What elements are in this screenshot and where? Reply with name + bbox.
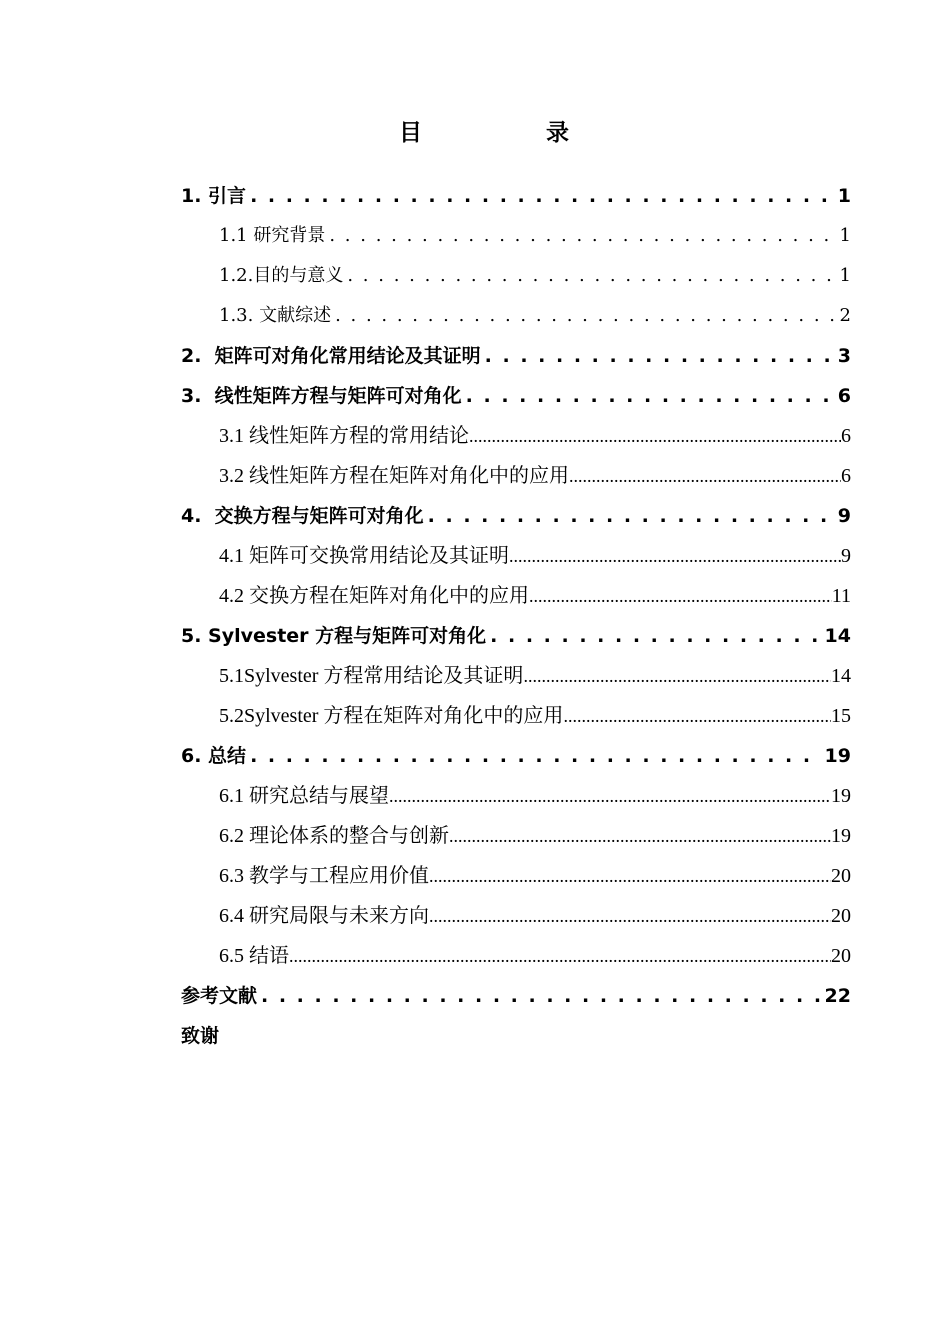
toc-entry-6-4[interactable] xyxy=(181,896,851,936)
toc-page-number: 19 xyxy=(824,745,851,767)
toc-page-number: 1 xyxy=(839,265,851,286)
toc-entry-label: 5.2Sylvester 方程在矩阵对角化中的应用 xyxy=(219,705,564,727)
toc-page-number: 1 xyxy=(839,225,851,246)
toc-entry-label: 1.1 研究背景 xyxy=(219,225,326,246)
toc-entry-label: 6.1 研究总结与展望 xyxy=(219,785,389,807)
toc-dot-leader xyxy=(261,976,821,1016)
toc-dot-leader xyxy=(449,816,831,856)
toc-entry-1-1[interactable] xyxy=(181,216,851,256)
toc-entry-5-1[interactable] xyxy=(181,656,851,696)
toc-entry-3-2[interactable] xyxy=(181,456,851,496)
toc-entry-4-1[interactable] xyxy=(181,536,851,576)
toc-entry-label: 6. 总结 xyxy=(181,745,247,767)
toc-page-number: 20 xyxy=(831,905,851,927)
toc-dot-leader xyxy=(429,896,831,936)
toc-dot-leader xyxy=(329,216,835,256)
toc-entry-label: 参考文献 xyxy=(181,985,258,1007)
toc-page-number: 11 xyxy=(831,585,851,607)
toc-page-number: 22 xyxy=(824,985,851,1007)
toc-dot-leader xyxy=(529,576,832,616)
toc-entry-label: 3.2 线性矩阵方程在矩阵对角化中的应用 xyxy=(219,465,569,487)
toc-dot-leader xyxy=(389,776,831,816)
toc-dot-leader xyxy=(469,416,841,456)
toc-entry-label: 5. Sylvester 方程与矩阵可对角化 xyxy=(181,625,487,647)
toc-entry-label: 致谢 xyxy=(181,1025,220,1047)
toc-dot-leader xyxy=(490,616,820,656)
toc-page-number: 14 xyxy=(824,625,851,647)
toc-dot-leader xyxy=(563,696,831,736)
toc-entry-6-5[interactable] xyxy=(181,936,851,976)
toc-dot-leader xyxy=(466,376,834,416)
toc-dot-leader xyxy=(250,176,834,216)
toc-entry-label: 4.1 矩阵可交换常用结论及其证明 xyxy=(219,545,509,567)
toc-entry-1-3[interactable] xyxy=(181,296,851,336)
toc-entry-3-1[interactable] xyxy=(181,416,851,456)
toc-dot-leader xyxy=(428,496,834,536)
toc-entry-label: 5.1Sylvester 方程常用结论及其证明 xyxy=(219,665,524,687)
toc-entry-label: 6.2 理论体系的整合与创新 xyxy=(219,825,449,847)
toc-page-number: 15 xyxy=(831,705,851,727)
toc-entry-6-2[interactable] xyxy=(181,816,851,856)
toc-dot-leader xyxy=(335,296,835,336)
toc-page-number: 2 xyxy=(839,305,851,326)
toc-page-number: 6 xyxy=(841,425,851,447)
toc-entry-label: 6.4 研究局限与未来方向 xyxy=(219,905,429,927)
toc-entry-label: 1.3. 文献综述 xyxy=(219,305,332,326)
toc-page-number: 20 xyxy=(831,945,851,967)
toc-dot-leader xyxy=(485,336,834,376)
toc-entry-label: 1.2.目的与意义 xyxy=(219,265,344,286)
toc-entry-1[interactable] xyxy=(181,176,851,216)
toc-list xyxy=(181,176,851,1056)
toc-entry-label: 6.3 教学与工程应用价值 xyxy=(219,865,429,887)
toc-entry-4-2[interactable] xyxy=(181,576,851,616)
toc-page-number: 6 xyxy=(837,385,851,407)
toc-entry-acknowledgements[interactable] xyxy=(181,1016,851,1056)
toc-dot-leader xyxy=(569,456,841,496)
toc-entry-4[interactable] xyxy=(181,496,851,536)
toc-dot-leader xyxy=(509,536,841,576)
toc-entry-label: 3.1 线性矩阵方程的常用结论 xyxy=(219,425,469,447)
toc-entry-label: 3. 线性矩阵方程与矩阵可对角化 xyxy=(181,385,462,407)
toc-entry-6-1[interactable] xyxy=(181,776,851,816)
toc-dot-leader xyxy=(429,856,831,896)
toc-entry-1-2[interactable] xyxy=(181,256,851,296)
toc-entry-label: 1. 引言 xyxy=(181,185,247,207)
toc-entry-label: 4.2 交换方程在矩阵对角化中的应用 xyxy=(219,585,529,607)
toc-page-number: 9 xyxy=(841,545,851,567)
toc-page-number: 3 xyxy=(837,345,851,367)
toc-dot-leader xyxy=(523,656,831,696)
toc-dot-leader xyxy=(289,936,831,976)
toc-entry-label: 2. 矩阵可对角化常用结论及其证明 xyxy=(181,345,481,367)
toc-entry-3[interactable] xyxy=(181,376,851,416)
toc-page-number: 20 xyxy=(831,865,851,887)
toc-entry-references[interactable] xyxy=(181,976,851,1016)
toc-entry-2[interactable] xyxy=(181,336,851,376)
toc-page-number: 1 xyxy=(837,185,851,207)
toc-page-number: 6 xyxy=(841,465,851,487)
toc-entry-label: 4. 交换方程与矩阵可对角化 xyxy=(181,505,424,527)
toc-title: 目 录 xyxy=(398,120,627,146)
toc-page-number: 14 xyxy=(831,665,851,687)
toc-entry-6[interactable] xyxy=(181,736,851,776)
toc-page-number: 9 xyxy=(837,505,851,527)
toc-entry-5-2[interactable] xyxy=(181,696,851,736)
toc-dot-leader xyxy=(347,256,835,296)
toc-page-number: 19 xyxy=(831,785,851,807)
toc-entry-5[interactable] xyxy=(181,616,851,656)
toc-entry-label: 6.5 结语 xyxy=(219,945,289,967)
toc-dot-leader xyxy=(250,736,820,776)
toc-page-number: 19 xyxy=(831,825,851,847)
toc-entry-6-3[interactable] xyxy=(181,856,851,896)
